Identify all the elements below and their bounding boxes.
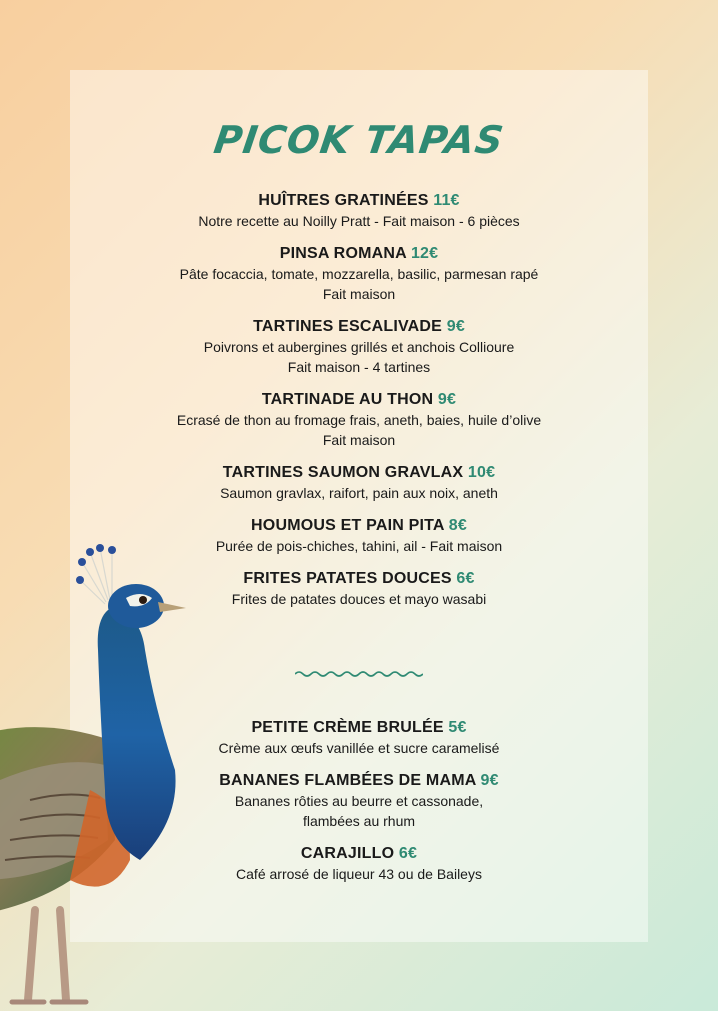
item-description: Saumon gravlax, raifort, pain aux noix, aneth xyxy=(220,485,498,501)
menu-item xyxy=(0,243,718,304)
wave-divider-icon xyxy=(295,667,423,681)
item-description: flambées au rhum xyxy=(302,813,416,829)
menu-item xyxy=(0,389,718,450)
menu-item xyxy=(0,190,718,231)
item-name: BANANES FLAMBÉES DE MAMA xyxy=(219,772,476,789)
item-name: HUÎTRES GRATINÉES xyxy=(258,192,429,209)
item-description: Fait maison xyxy=(322,432,396,448)
item-name: TARTINADE AU THON xyxy=(261,391,434,408)
item-description: Poivrons et aubergines grillés et anchois Collioure xyxy=(203,339,515,355)
item-name: TARTINES ESCALIVADE xyxy=(253,318,443,335)
item-description: Pâte focaccia, tomate, mozzarella, basilic, parmesan rapé xyxy=(179,266,539,282)
item-price: 11€ xyxy=(433,192,460,209)
menu-item xyxy=(0,316,718,377)
item-description: Ecrasé de thon au fromage frais, aneth, baies, huile d’olive xyxy=(176,412,542,428)
item-price: 9€ xyxy=(446,318,465,335)
item-name: FRITES PATATES DOUCES xyxy=(243,570,452,587)
item-price: 5€ xyxy=(448,719,467,736)
peacock-illustration xyxy=(0,540,200,1011)
item-price: 9€ xyxy=(480,772,499,789)
item-description: Bananes rôties au beurre et cassonade, xyxy=(234,793,484,809)
item-name: CARAJILLO xyxy=(300,845,395,862)
item-price: 6€ xyxy=(456,570,475,587)
page-title: PICOK TAPAS xyxy=(211,118,507,162)
item-description: Fait maison xyxy=(322,286,396,302)
item-price: 6€ xyxy=(398,845,418,862)
item-price: 8€ xyxy=(448,517,467,534)
item-description: Fait maison - 4 tartines xyxy=(287,359,431,375)
item-description: Purée de pois-chiches, tahini, ail - Fait maison xyxy=(215,538,503,554)
item-description: Notre recette au Noilly Pratt - Fait maison - 6 pièces xyxy=(198,213,520,229)
item-price: 9€ xyxy=(437,391,457,408)
item-name: HOUMOUS ET PAIN PITA xyxy=(251,517,445,534)
item-name: PETITE CRÈME BRULÉE xyxy=(251,719,444,736)
item-price: 12€ xyxy=(410,245,439,262)
item-description: Frites de patates douces et mayo wasabi xyxy=(231,591,487,607)
item-description: Crème aux œufs vanillée et sucre caramelisé xyxy=(218,740,500,756)
item-price: 10€ xyxy=(467,464,496,481)
item-name: TARTINES SAUMON GRAVLAX xyxy=(222,464,464,481)
menu-item xyxy=(0,462,718,503)
item-name: PINSA ROMANA xyxy=(279,245,407,262)
item-description: Café arrosé de liqueur 43 ou de Baileys xyxy=(236,866,482,882)
